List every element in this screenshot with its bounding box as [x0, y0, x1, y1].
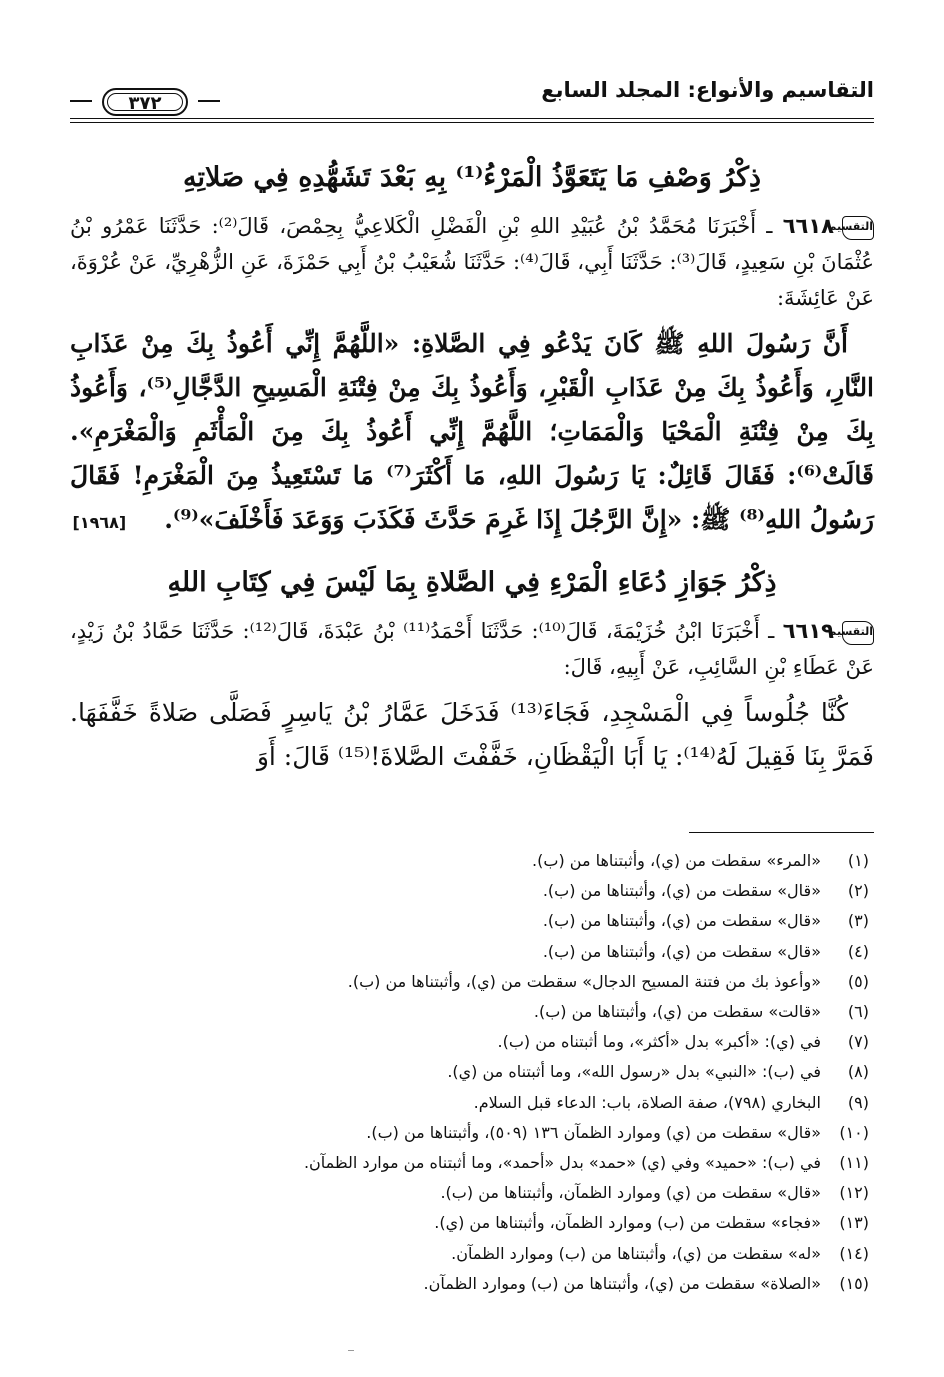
- footnote-separator: [689, 832, 874, 833]
- footnote: (٣)«قال» سقطت من (ي)، وأثبتناها من (ب).: [542, 911, 869, 931]
- isnad: [70, 208, 874, 316]
- footnote: (١٢)«قال» سقطت من (ي) وموارد الظمآن، وأثبتناها من (ب).: [440, 1183, 869, 1203]
- footnote: (٧)في (ي): «أكبر» بدل «أكثر»، وما أثبتناه من (ب).: [497, 1032, 869, 1052]
- footnote: (١٤)«له» سقطت من (ي)، وأثبتناها من (ب) وموارد الظمآن.: [451, 1243, 869, 1263]
- hadith-number: ٦٦١٨: [782, 214, 835, 238]
- matn: [70, 691, 874, 779]
- footnote: (١١)في (ب): «حميد» وفي (ي) «حمد» بدل «أحمد»، وما أثبتناه من موارد الظمآن.: [303, 1153, 869, 1173]
- hadith-6618: [70, 208, 874, 316]
- scan-mark: [348, 1350, 354, 1351]
- matn: [70, 322, 874, 545]
- matn-text: أَنَّ رَسُولَ اللهِ ﷺ كَانَ يَدْعُو فِي الصَّلاةِ: «اللَّهُمَّ إِنِّي أَعُوذُ بِكَ مِنْ عَذَابِ النَّارِ، وَأَعُوذُ بِكَ مِنْ عَذَابِ الْقَبْرِ، وَأَعُوذُ بِكَ مِنْ فِتْنَةِ الْمَسِيحِ الدَّجَّالِ⁽⁵⁾، وَأَعُوذُ بِكَ مِنْ فِتْنَةِ الْمَحْيَا وَالْمَمَاتِ؛ اللَّهُمَّ إِنِّي أَعُوذُ بِكَ مِنَ الْمَأْثَمِ وَالْمَغْرَمِ». قَالَتْ⁽⁶⁾: فَقَالَ قَائِلٌ: يَا رَسُولَ اللهِ، مَا أَكْثَرَ⁽⁷⁾ مَا تَسْتَعِيذُ مِنَ الْمَغْرَمِ! فَقَالَ رَسُولُ اللهِ⁽⁸⁾ ﷺ: «إِنَّ الرَّجُلَ إِذَا غَرِمَ حَدَّثَ فَكَذَبَ وَوَعَدَ فَأَخْلَفَ»⁽⁹⁾.: [70, 329, 875, 534]
- page-number-box: [102, 88, 188, 116]
- footnote: (١)«المرء» سقطت من (ي)، وأثبتناها من (ب).: [532, 851, 869, 870]
- footnote: (٥)«وأعوذ بك من فتنة المسيح الدجال» سقطت من (ي)، وأثبتناها من (ب).: [347, 971, 869, 991]
- taqsim-badge: التقسيم: [842, 216, 874, 240]
- main-text: [70, 150, 874, 779]
- footnote: (١٠)«قال» سقطت من (ي) وموارد الظمآن ١٣٦ (٥٠٩)، وأثبتناها من (ب).: [366, 1122, 869, 1142]
- footnote: (٤)«قال» سقطت من (ي)، وأثبتناها من (ب).: [542, 941, 869, 961]
- reference-number: [١٩٦٨]: [72, 513, 127, 532]
- header-rule: [70, 118, 874, 119]
- hadith-number: ٦٦١٩: [782, 619, 834, 643]
- footnote: (٨)في (ب): «النبي» بدل «رسول الله»، وما أثبتناه من (ي).: [447, 1062, 869, 1082]
- footnote: (١٣)«فجاء» سقطت من (ب) وموارد الظمآن، وأثبتناها من (ي).: [434, 1213, 869, 1233]
- matn-text: كُنَّا جُلُوساً فِي الْمَسْجِدِ، فَجَاءَ⁽¹³⁾ فَدَخَلَ عَمَّارُ بْنُ يَاسِرٍ فَصَلَّى صَلاةً خَفَّفَهَا. فَمَرَّ بِنَا فَقِيلَ لَهُ⁽¹⁴⁾: يَا أَبَا الْيَقْظَانِ، خَفَّفْتَ الصَّلاةَ!⁽¹⁵⁾ قَالَ: أَوَ: [70, 698, 874, 771]
- section-heading-2: ذِكْرُ جَوَازِ دُعَاءِ الْمَرْءِ فِي الصَّلاةِ بِمَا لَيْسَ فِي كِتَابِ اللهِ: [167, 567, 777, 598]
- footnotes: [70, 846, 869, 1299]
- isnad-text: ـ أَخْبَرَنَا ابْنُ خُزَيْمَةَ، قَالَ⁽¹⁰⁾: حَدَّثَنَا أَحْمَدُ⁽¹¹⁾ بْنُ عَبْدَةَ، قَالَ⁽¹²⁾: حَدَّثَنَا حَمَّادُ بْنُ زَيْدٍ، عَنْ عَطَاءِ بْنِ السَّائِبِ، عَنْ أَبِيهِ، قَالَ:: [70, 619, 874, 679]
- page-number-rule-right: [198, 100, 220, 102]
- isnad: [70, 613, 874, 685]
- page-number-frame: [70, 88, 220, 120]
- isnad-text: ـ أَخْبَرَنَا مُحَمَّدُ بْنُ عُبَيْدِ اللهِ بْنِ الْفَضْلِ الْكَلاعِيُّ بِحِمْصَ، قَالَ⁽²⁾: حَدَّثَنَا عَمْرُو بْنُ عُثْمَانَ بْنِ سَعِيدٍ، قَالَ⁽³⁾: حَدَّثَنَا أَبِي، قَالَ⁽⁴⁾: حَدَّثَنَا شُعَيْبُ بْنُ أَبِي حَمْزَةَ، عَنِ الزُّهْرِيِّ، عَنْ عُرْوَةَ، عَنْ عَائِشَةَ:: [70, 214, 875, 310]
- footnote: (١٥)«الصلاة» سقطت من (ي)، وأثبتناها من (ب) وموارد الظمآن.: [423, 1273, 869, 1293]
- running-header: [70, 70, 874, 122]
- section-heading-1: ذِكْرُ وَصْفِ مَا يَتَعَوَّذُ الْمَرْءُ⁽¹⁾ بِهِ بَعْدَ تَشَهُّدِهِ فِي صَلاتِهِ: [183, 162, 761, 193]
- running-title: التقاسيم والأنواع: المجلد السابع: [541, 78, 874, 102]
- footnote: (٢)«قال» سقطت من (ي)، وأثبتناها من (ب).: [542, 881, 869, 901]
- footnote: (٦)«قالت» سقطت من (ي)، وأثبتناها من (ب).: [533, 1002, 869, 1022]
- page-number-rule-left: [70, 100, 92, 102]
- hadith-6619: [70, 613, 874, 685]
- page-number: ٣٧٢: [107, 93, 183, 111]
- taqsim-badge: التقسيم: [842, 621, 874, 645]
- header-rule-thin: [70, 122, 874, 123]
- footnote: (٩)البخاري (٧٩٨)، صفة الصلاة، باب: الدعاء قبل السلام.: [473, 1092, 869, 1112]
